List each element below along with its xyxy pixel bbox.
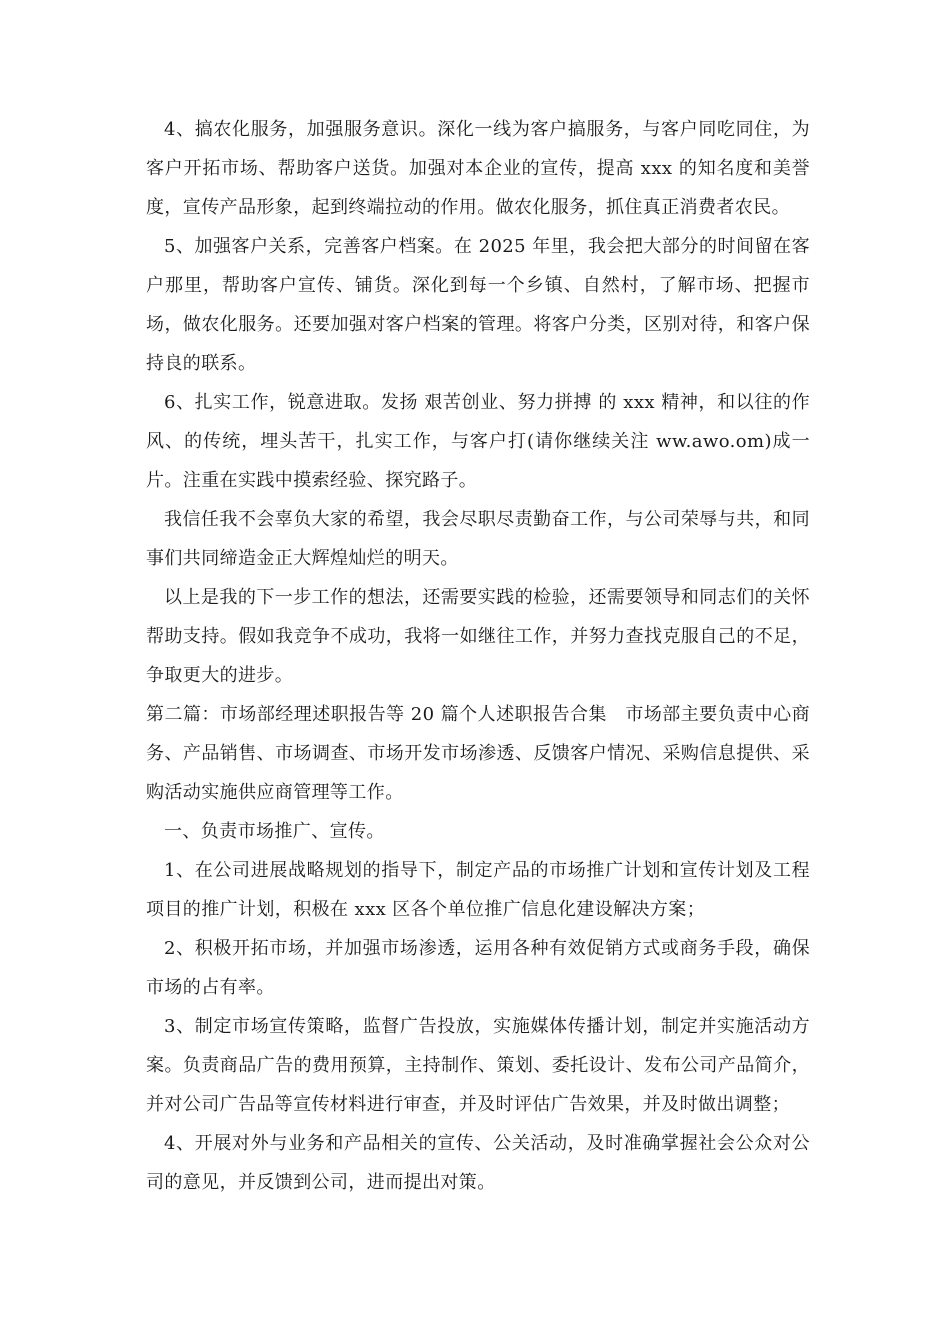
- paragraph-item-3-advertising-strategy: 3、制定市场宣传策略，监督广告投放，实施媒体传播计划，制定并实施活动方案。负责商品广告的费用预算，主持制作、策划、委托设计、发布公司产品简介，并对公司广告品等宣传材料进行审查，并及时评估广告效果，并及时做出调整；: [146, 1016, 810, 1115]
- paragraph-item-6-solid-work: 6、扎实工作，锐意进取。发扬 艰苦创业、努力拼搏 的 xxx 精神，和以往的作风、的传统，埋头苦干，扎实工作，与客户打(请你继续关注 ww.awo.om)成一片。注重在实践中摸索经验、探究路子。: [146, 392, 810, 491]
- subsection-heading-promotion: 一、负责市场推广、宣传。: [164, 821, 385, 842]
- paragraph-item-4-public-relations: 4、开展对外与业务和产品相关的宣传、公关活动，及时准确掌握社会公众对公司的意见，并反馈到公司，进而提出对策。: [146, 1133, 810, 1193]
- paragraph-item-4-farm-service: 4、搞农化服务，加强服务意识。深化一线为客户搞服务，与客户同吃同住，为客户开拓市场、帮助客户送货。加强对本企业的宣传，提高 xxx 的知名度和美誉度，宣传产品形象，起到终端拉动的作用。做农化服务，抓住真正消费者农民。: [146, 119, 810, 218]
- paragraph-item-1-promotion-plan: 1、在公司进展战略规划的指导下，制定产品的市场推广计划和宣传计划及工程项目的推广计划，积极在 xxx 区各个单位推广信息化建设解决方案；: [146, 860, 810, 920]
- document-body: [146, 110, 810, 1202]
- paragraph-item-2-market-expansion: 2、积极开拓市场，并加强市场渗透，运用各种有效促销方式或商务手段，确保市场的占有率。: [146, 938, 810, 998]
- paragraph-item-5-customer-relations: 5、加强客户关系，完善客户档案。在 2025 年里，我会把大部分的时间留在客户那里，帮助客户宣传、铺货。深化到每一个乡镇、自然村，了解市场、把握市场，做农化服务。还要加强对客户档案的管理。将客户分类，区别对待，和客户保持良的联系。: [146, 236, 810, 374]
- paragraph-confidence: 我信任我不会辜负大家的希望，我会尽职尽责勤奋工作，与公司荣辱与共，和同事们共同缔造金正大辉煌灿烂的明天。: [146, 509, 810, 569]
- section-heading-part-two: 第二篇：市场部经理述职报告等 20 篇个人述职报告合集 市场部主要负责中心商务、产品销售、市场调查、市场开发市场渗透、反馈客户情况、采购信息提供、采购活动实施供应商管理等工作。: [146, 704, 810, 803]
- paragraph-summary: 以上是我的下一步工作的想法，还需要实践的检验，还需要领导和同志们的关怀帮助支持。假如我竞争不成功，我将一如继往工作，并努力查找克服自己的不足，争取更大的进步。: [146, 587, 810, 686]
